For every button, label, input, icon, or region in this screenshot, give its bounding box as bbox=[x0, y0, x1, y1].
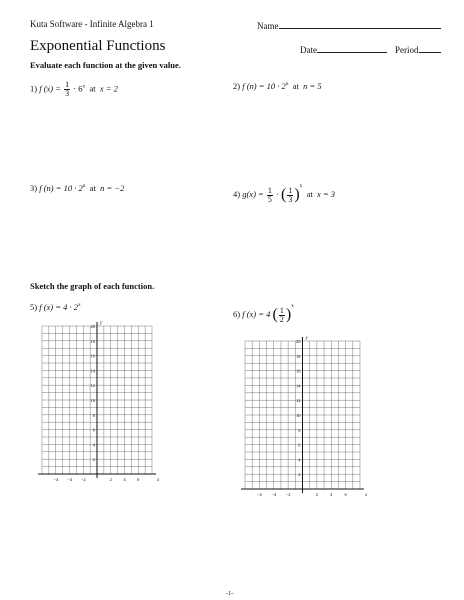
y-tick-label: 14 bbox=[90, 368, 95, 374]
problem-1 bbox=[30, 81, 118, 98]
y-tick-label: 14 bbox=[296, 383, 301, 389]
y-tick-label: 4 bbox=[92, 442, 95, 448]
problem-number: 3) bbox=[30, 183, 38, 193]
problem-number: 2) bbox=[233, 81, 241, 91]
exponent: x bbox=[82, 83, 86, 90]
paren-fraction bbox=[287, 187, 293, 204]
x-axis-label: x bbox=[157, 478, 160, 483]
coordinate-grid[interactable] bbox=[233, 333, 368, 505]
x-tick-label: −2 bbox=[80, 477, 86, 482]
x-tick-label: −4 bbox=[67, 477, 72, 482]
y-tick-label: 16 bbox=[296, 368, 301, 374]
right-paren: ) bbox=[294, 186, 300, 204]
y-tick-label: 20 bbox=[90, 324, 95, 329]
problem-5 bbox=[30, 302, 81, 312]
at-word: at bbox=[292, 81, 299, 91]
page-number: -1- bbox=[226, 590, 234, 597]
x-tick-label: 6 bbox=[344, 492, 347, 497]
date-line[interactable] bbox=[317, 43, 387, 53]
y-tick-label: 10 bbox=[296, 413, 301, 418]
section2-instruction: Sketch the graph of each function. bbox=[30, 281, 155, 291]
multiply-dot: · bbox=[276, 189, 279, 199]
problem-6 bbox=[233, 303, 294, 324]
exponent: x bbox=[299, 183, 303, 189]
y-axis-label: y bbox=[100, 321, 103, 326]
period-label: Period bbox=[395, 45, 419, 55]
exponent: x bbox=[78, 302, 81, 309]
eval-value: n = 5 bbox=[303, 81, 322, 91]
function-lhs: f (x) = bbox=[39, 83, 61, 94]
graph-problem-5[interactable] bbox=[30, 318, 160, 495]
fraction-denominator: 3 bbox=[65, 89, 70, 98]
problem-number: 1) bbox=[30, 83, 38, 94]
y-tick-label: 6 bbox=[298, 442, 301, 448]
y-tick-label: 12 bbox=[296, 398, 301, 404]
right-paren: ) bbox=[285, 306, 292, 324]
problem-number: 6) bbox=[233, 309, 241, 319]
fraction bbox=[267, 187, 273, 204]
function-expression: f (n) = 10 · 2 bbox=[242, 81, 286, 91]
problem-2 bbox=[233, 81, 322, 91]
x-tick-label: −4 bbox=[256, 492, 262, 497]
x-tick-label: −2 bbox=[285, 492, 291, 497]
exponent: n bbox=[285, 81, 289, 88]
problem-4 bbox=[233, 183, 335, 204]
fraction-denominator: 3 bbox=[288, 194, 293, 204]
problem-number: 5) bbox=[30, 302, 38, 312]
left-paren: ( bbox=[280, 186, 287, 204]
fraction-numerator: 1 bbox=[279, 305, 284, 315]
x-tick-label: −4 bbox=[271, 492, 277, 497]
function-lhs: f (x) = 4 bbox=[242, 309, 271, 319]
y-tick-label: 4 bbox=[298, 457, 301, 463]
date-field[interactable] bbox=[300, 43, 387, 55]
eval-value: n = −2 bbox=[100, 183, 125, 193]
x-tick-label: 2 bbox=[315, 492, 318, 497]
function-lhs: g(x) = bbox=[242, 189, 264, 199]
at-word: at bbox=[89, 83, 96, 94]
fraction-denominator: 5 bbox=[267, 194, 272, 204]
x-tick-label: 6 bbox=[137, 477, 140, 482]
x-tick-label: 4 bbox=[123, 477, 126, 482]
date-label: Date bbox=[300, 45, 317, 55]
y-tick-label: 8 bbox=[92, 412, 95, 418]
y-tick-label: 10 bbox=[90, 398, 95, 403]
eval-value: x = 3 bbox=[317, 189, 336, 199]
y-tick-label: 8 bbox=[298, 427, 301, 433]
name-field[interactable] bbox=[257, 19, 441, 31]
page-title: Exponential Functions bbox=[30, 38, 166, 54]
y-tick-label: 18 bbox=[90, 338, 95, 344]
fraction bbox=[64, 81, 70, 98]
period-line[interactable] bbox=[419, 43, 441, 53]
function-expression: f (n) = 10 · 2 bbox=[39, 183, 83, 193]
name-label: Name bbox=[257, 21, 279, 31]
fraction-numerator: 1 bbox=[65, 80, 70, 89]
paren-fraction bbox=[279, 307, 285, 324]
problem-number: 4) bbox=[233, 189, 241, 199]
x-tick-label: 4 bbox=[330, 492, 333, 497]
x-tick-label: 2 bbox=[109, 477, 112, 482]
at-word: at bbox=[306, 189, 313, 199]
graph-problem-6[interactable] bbox=[233, 333, 368, 510]
name-line[interactable] bbox=[279, 19, 441, 29]
x-axis-label: x bbox=[365, 493, 368, 498]
exponent: x bbox=[291, 303, 294, 309]
coordinate-grid[interactable] bbox=[30, 318, 160, 490]
y-tick-label: 16 bbox=[90, 353, 95, 359]
y-tick-label: 18 bbox=[296, 353, 301, 359]
y-tick-label: 20 bbox=[296, 339, 301, 344]
y-tick-label: 6 bbox=[92, 427, 95, 433]
left-paren: ( bbox=[272, 306, 278, 324]
x-tick-label: −4 bbox=[53, 477, 59, 482]
fraction-numerator: 1 bbox=[267, 185, 272, 195]
period-field[interactable] bbox=[395, 43, 441, 55]
y-tick-label: 12 bbox=[90, 383, 95, 389]
function-expression: f (x) = 4 · 2 bbox=[39, 302, 78, 312]
at-word: at bbox=[89, 183, 96, 193]
eval-value: x = 2 bbox=[99, 83, 118, 94]
y-tick-label: 2 bbox=[298, 472, 301, 478]
problem-3 bbox=[30, 183, 124, 193]
fraction-numerator: 1 bbox=[288, 185, 293, 195]
fraction-denominator: 2 bbox=[279, 314, 284, 324]
software-label: Kuta Software - Infinite Algebra 1 bbox=[30, 19, 154, 29]
section1-instruction: Evaluate each function at the given value. bbox=[30, 60, 181, 70]
y-tick-label: 2 bbox=[92, 457, 95, 463]
y-axis-label: y bbox=[305, 336, 308, 341]
exponent: n bbox=[82, 183, 86, 190]
function-base: · 6 bbox=[73, 83, 83, 94]
